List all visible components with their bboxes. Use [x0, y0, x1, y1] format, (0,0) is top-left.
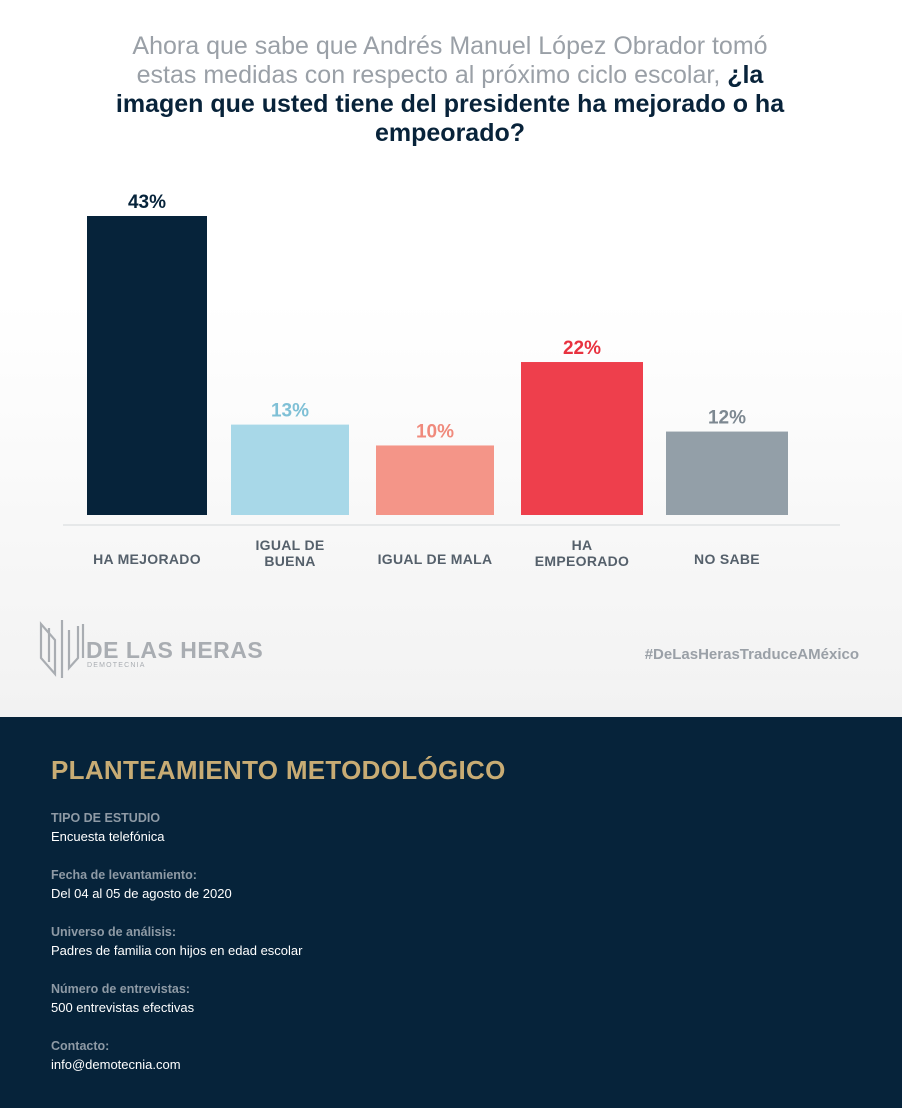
bar-value-label: 43% — [127, 192, 167, 213]
title-light: Ahora que sabe que Andrés Manuel López Obrador tomó estas medidas con respecto al próximo ciclo escolar, — [132, 32, 768, 89]
field-interviews — [51, 981, 194, 1017]
field-value: Encuesta telefónica — [51, 829, 165, 844]
category-label: NO SABE — [694, 551, 760, 567]
field-survey-date — [51, 867, 232, 903]
title-question: ¿la imagen que usted tiene del presidente ha mejorado o ha empeorado? — [115, 61, 785, 147]
field-label: Número de entrevistas: — [51, 982, 190, 996]
bar-value-label: 10% — [415, 421, 455, 443]
category-label: IGUAL DE MALA — [377, 551, 493, 567]
bar-ha-mejorado — [87, 216, 207, 515]
bar-ha-empeorado — [521, 362, 643, 515]
chart-title — [100, 32, 800, 148]
field-value: Del 04 al 05 de agosto de 2020 — [51, 886, 232, 901]
field-universe — [51, 924, 302, 960]
field-study-type — [51, 810, 164, 846]
field-value: info@demotecnia.com — [51, 1057, 181, 1072]
bar-igual-de-buena — [231, 425, 349, 515]
field-value: 500 entrevistas efectivas — [51, 1000, 195, 1015]
field-value: Padres de familia con hijos en edad escolar — [51, 943, 303, 958]
bar-igual-de-mala — [376, 445, 494, 515]
bar-value-label: 12% — [707, 407, 747, 429]
field-label: Contacto: — [51, 1039, 110, 1053]
hashtag: #DeLasHerasTraduceAMéxico — [644, 646, 859, 663]
field-label: TIPO DE ESTUDIO — [51, 811, 161, 825]
methodology-title: PLANTEAMIENTO METODOLÓGICO — [51, 755, 506, 785]
category-label: HA MEJORADO — [93, 551, 201, 567]
category-label: HA EMPEORADO — [534, 537, 630, 569]
field-contact — [51, 1038, 181, 1074]
methodology-panel — [0, 717, 902, 1108]
category-label: IGUAL DE BUENA — [255, 537, 325, 569]
field-label: Universo de análisis: — [51, 925, 177, 939]
logo-subtitle: DEMOTECNIA — [87, 662, 146, 669]
bar-value-label: 22% — [562, 338, 602, 360]
field-label: Fecha de levantamiento: — [51, 868, 197, 882]
bar-value-label: 13% — [270, 400, 310, 422]
bar-no-sabe — [666, 432, 788, 515]
bar-chart — [0, 180, 902, 540]
logo-name: DE LAS HERAS — [86, 637, 264, 663]
